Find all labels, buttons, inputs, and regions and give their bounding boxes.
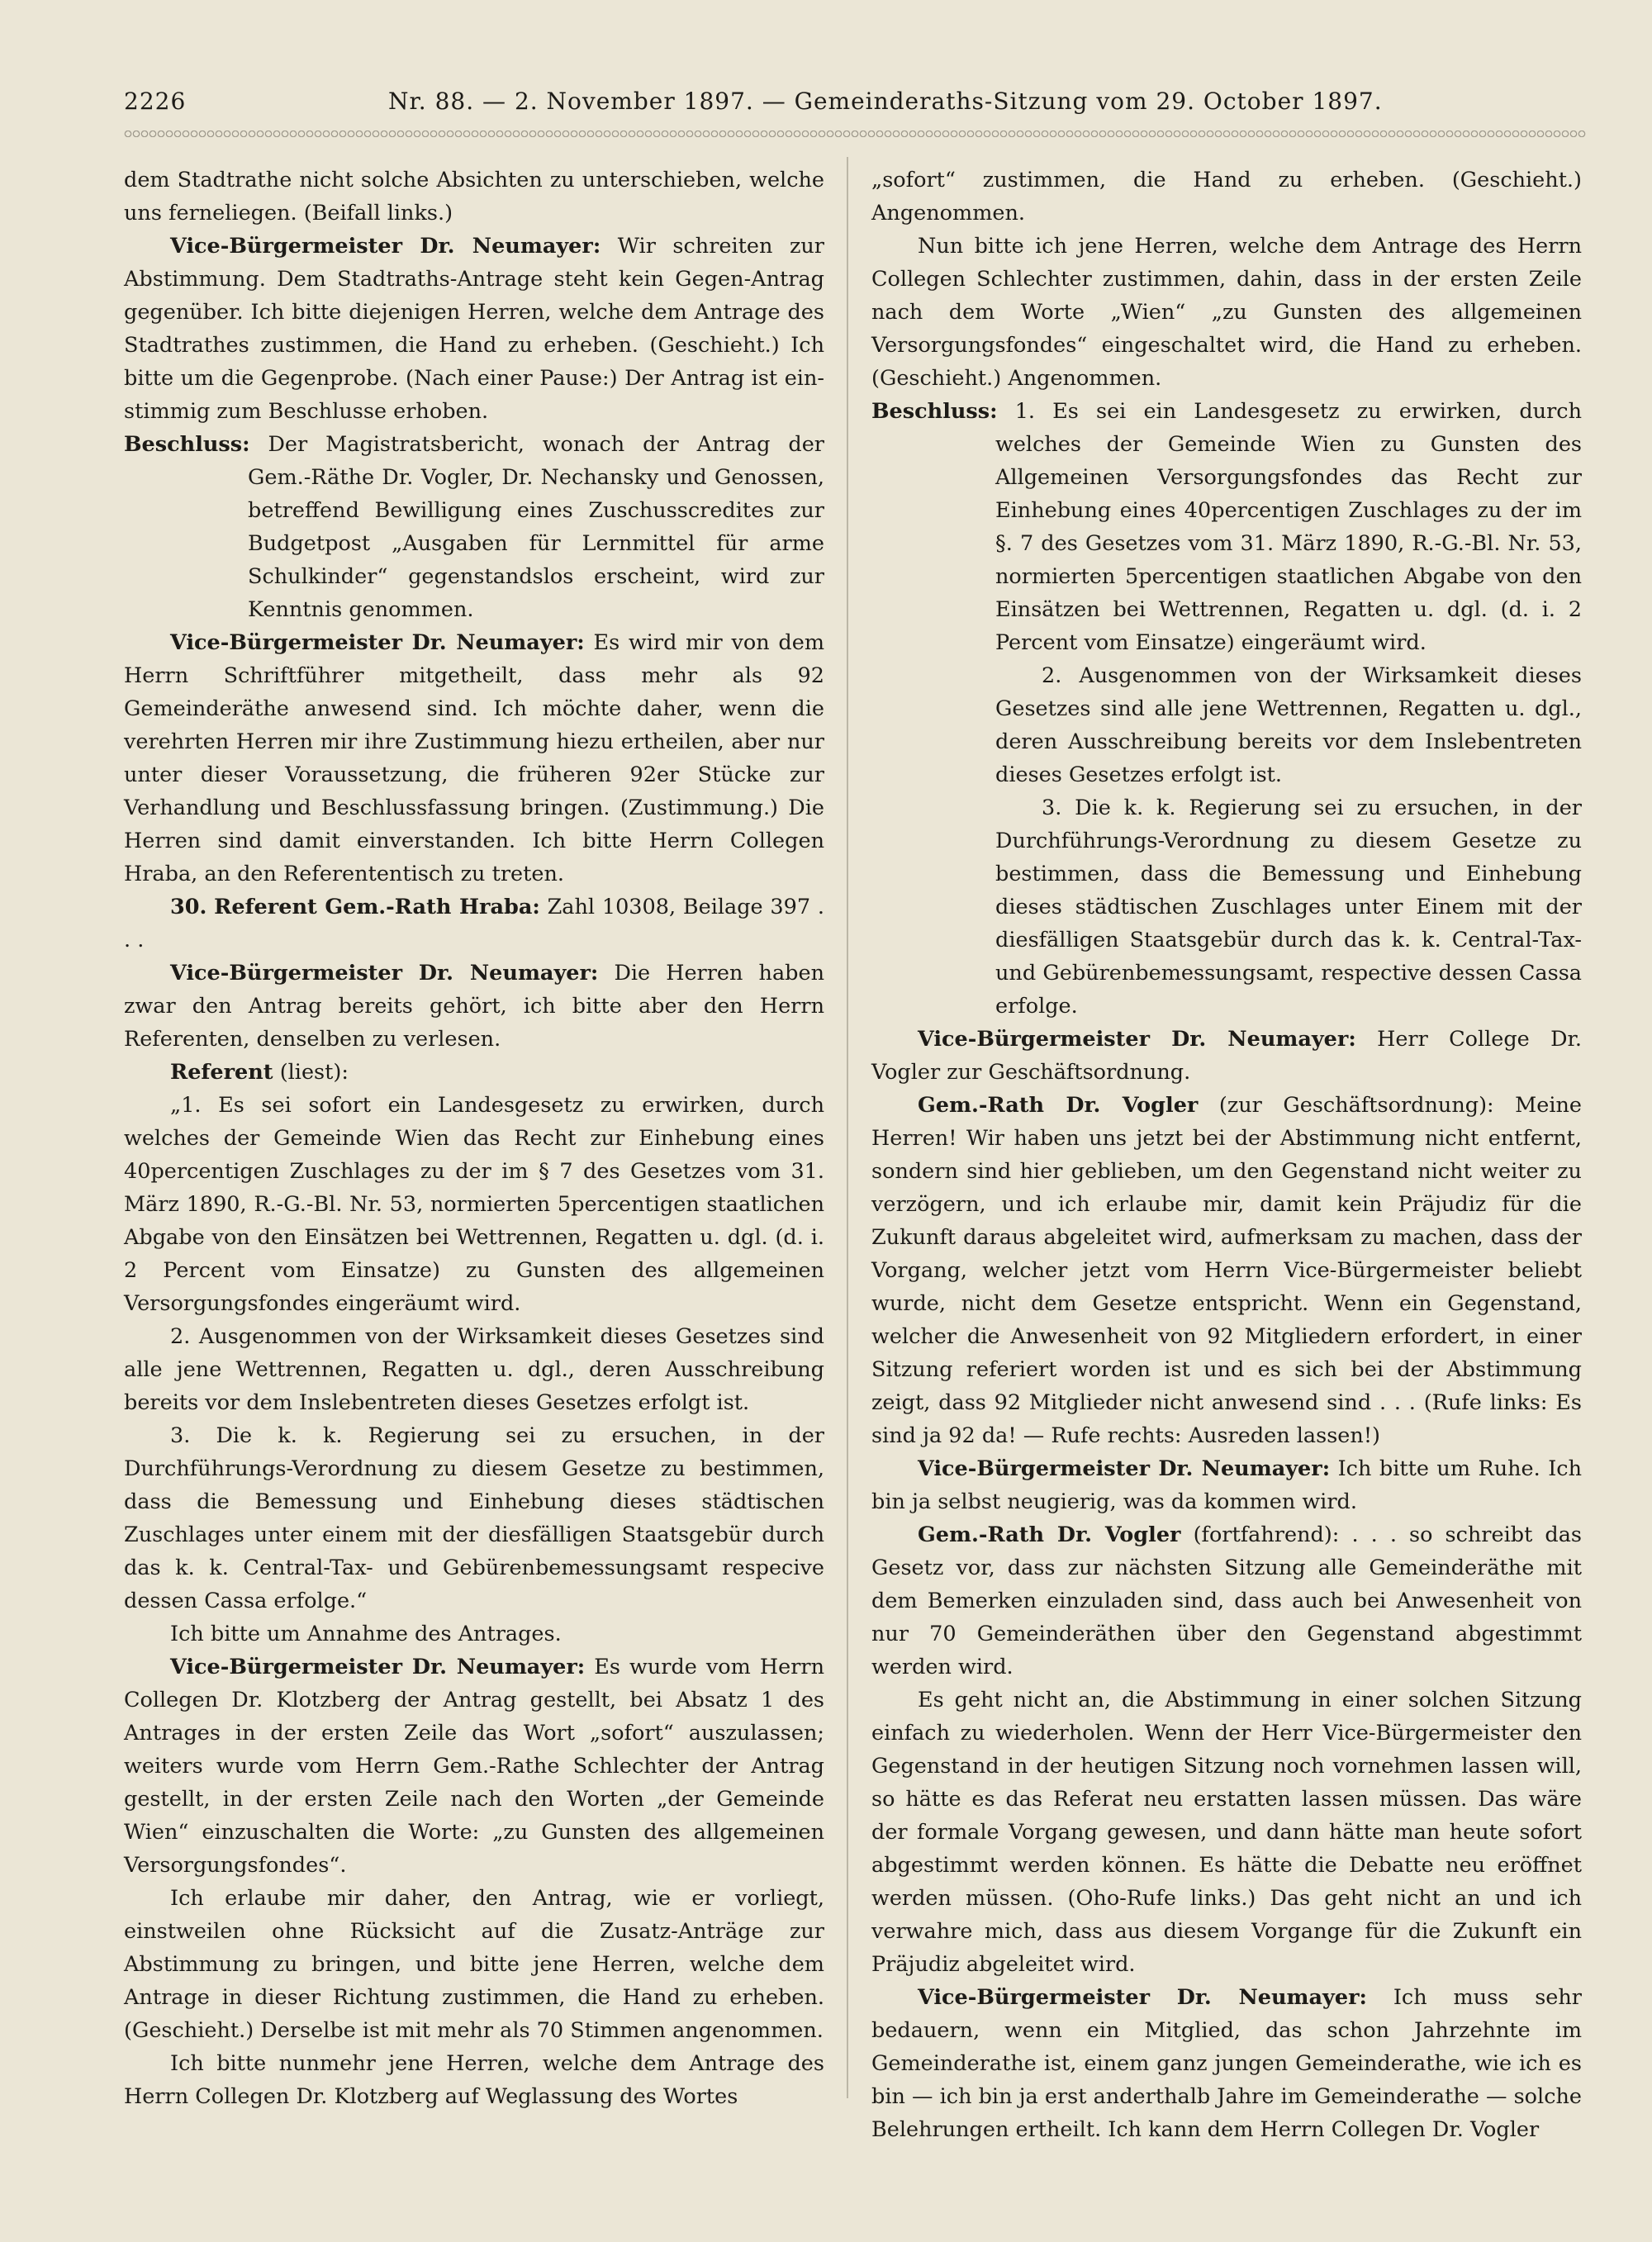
speaker-name: Vice-Bürgermeister Dr. Neumayer: <box>170 961 599 986</box>
resolution-text: 3. Die k. k. Regierung sei zu ersuchen, in der Durchführungs-Verordnung zu diesem Gesetze zu bestimmen, dass die Bemessung und Einhebung dieses städtischen Zuschlages unter Einem mit der diesfälligen Staatsgebür durch das k. k. Central-Tax- und Gebürenbemessungsamt, respective dessen Cassa erfolge. <box>995 796 1582 1019</box>
speech <box>124 1651 824 1882</box>
item-text: Zahl 10308, Beilage 397 . . . <box>124 895 824 952</box>
running-title: Nr. 88. — 2. November 1897. — Gemeinderaths-Sitzung vom 29. October 1897. <box>388 88 1383 115</box>
paragraph-text: 3. Die k. k. Regierung sei zu ersuchen, in der Durchführungs-Verordnung zu diesem Gesetze zu bestimmen, dass die Bemessung und Einhebung dieses städtischen Zuschlages unter einem mit der diesfälligen Staatsgebür durch das k. k. Central-Tax- und Gebürenbemessungsamt respecive dessen Cassa erfolge.“ <box>124 1423 824 1613</box>
paragraph <box>871 1684 1582 1981</box>
speaker-name: Vice-Bürgermeister Dr. Neumayer: <box>918 1456 1331 1481</box>
speaker-name: Vice-Bürgermeister Dr. Neumayer: <box>170 1655 586 1679</box>
page-number: 2226 <box>124 88 187 115</box>
speech <box>124 626 824 891</box>
item-number: 30. <box>170 895 207 919</box>
paragraph-text: 2. Ausgenommen von der Wirksamkeit dieses Gesetzes sind alle jene Wettrennen, Regatten u. dgl., deren Ausschreibung bereits vor dem Inslebentreten dieses Gesetzes erfolgt ist. <box>124 1324 824 1415</box>
resolution-text: 2. Ausgenommen von der Wirksamkeit dieses Gesetzes sind alle jene Wettrennen, Regatten u. dgl., deren Ausschreibung bereits vor dem Inslebentreten dieses Gesetzes erfolgt ist. <box>995 663 1582 787</box>
page-header <box>124 83 1545 124</box>
speech-text: (zur Geschäftsordnung): Meine Herren! Wir haben uns jetzt bei der Abstimmung nicht entfernt, sondern sind hier geblieben, um den Gegenstand nicht weiter zu verzögern, und ich erlaube mir, damit kein Präjudiz für die Zukunft daraus abgeleitet wird, aufmerksam zu machen, dass der Vorgang, welcher jetzt vom Herrn Vice-Bürgermeister beliebt wurde, nicht dem Gesetze entspricht. Wenn ein Gegenstand, welcher die Anwesenheit von 92 Mitgliedern erfordert, in einer Sitzung referiert worden ist und es sich bei der Abstimmung zeigt, dass 92 Mitglieder nicht anwesend sind . . . (Rufe links: Es sind ja 92 da! — Rufe rechts: Ausreden lassen!) <box>871 1093 1582 1448</box>
speech-text: Ich bitte um Ruhe. Ich bin ja selbst neugierig, was da kommen wird. <box>871 1456 1582 1514</box>
speaker-name: Gem.-Rath Dr. Vogler <box>918 1522 1181 1547</box>
paragraph <box>124 1617 824 1651</box>
speaker-name: Vice-Bürgermeister Dr. Neumayer: <box>918 1985 1367 2010</box>
speech-text: (liest): <box>279 1060 349 1085</box>
speaker-name: Referent Gem.-Rath Hraba: <box>214 895 540 919</box>
speech-text: (fortfahrend): . . . so schreibt das Gesetz vor, dass zur nächsten Sitzung alle Gemeinderäthe mit dem Bemerken einzuladen sind, dass auch bei Anwesenheit von nur 70 Gemeinderäthen über den Gegenstand abgestimmt werden wird. <box>871 1522 1583 1679</box>
paragraph <box>124 164 824 230</box>
resolution-label: Beschluss: <box>871 399 998 424</box>
speech <box>124 957 824 1056</box>
speech-text: Die Herren haben zwar den Antrag bereits gehört, ich bitte aber den Herrn Referenten, denselben zu verlesen. <box>124 961 824 1052</box>
speech <box>124 230 824 428</box>
resolution-point <box>871 791 1582 1023</box>
paragraph-text: „1. Es sei sofort ein Landesgesetz zu erwirken, durch welches der Gemeinde Wien das Recht zur Einhebung eines 40percentigen Zuschlages zu der im § 7 des Gesetzes vom 31. März 1890, R.-G.-Bl. Nr. 53, normierten 5percentigen staatlichen Abgabe von den Einsätzen bei Wettrennen, Regatten u. dgl. (d. i. 2 Percent vom Einsatze) zu Gunsten des allgemeinen Versorgungsfondes eingeräumt wird. <box>124 1093 824 1316</box>
paragraph-text: dem Stadtrathe nicht solche Absichten zu unterschieben, welche uns ferneliegen. (Beifall links.) <box>124 168 824 226</box>
agenda-item <box>124 891 824 957</box>
resolution <box>871 395 1582 659</box>
speech <box>871 1518 1582 1684</box>
paragraph <box>124 2047 824 2113</box>
paragraph-text: „sofort“ zustimmen, die Hand zu erheben. (Geschieht.) Angenommen. <box>871 168 1582 226</box>
paragraph-text: Nun bitte ich jene Herren, welche dem Antrage des Herrn Collegen Schlechter zustimmen, dahin, dass in der ersten Zeile nach dem Worte „Wien“ „zu Gunsten des allgemeinen Versorgungsfondes“ eingeschaltet wird, die Hand zu erheben. (Geschieht.) Angenommen. <box>871 234 1582 391</box>
speech <box>871 1089 1582 1452</box>
resolution-text: Der Magistratsbericht, wonach der Antrag der Gem.-Räthe Dr. Vogler, Dr. Nechansky und Genossen, betreffend Bewilligung eines Zuschusscredites zur Budgetpost „Ausgaben für Lernmittel für arme Schulkinder“ gegenstandslos erscheint, wird zur Kenntnis genommen. <box>248 432 824 622</box>
speaker-name: Vice-Bürgermeister Dr. Neumayer: <box>918 1027 1356 1052</box>
speech-text: Herr College Dr. Vogler zur Geschäftsordnung. <box>871 1027 1583 1085</box>
resolution-text: 1. Es sei ein Landesgesetz zu erwirken, durch welches der Gemeinde Wien zu Gunsten des Allgemeinen Versorgungsfondes das Recht zur Einhebung eines 40percentigen Zuschlages zu der im §. 7 des Gesetzes vom 31. März 1890, R.-G.-Bl. Nr. 53, normierten 5percentigen staatlichen Abgabe von den Einsätzen bei Wettrennen, Regatten u. dgl. (d. i. 2 Percent vom Einsatze) eingeräumt wird. <box>995 399 1582 655</box>
paragraph <box>871 164 1582 230</box>
speech <box>871 1452 1582 1518</box>
header-rule <box>124 131 1586 137</box>
paragraph <box>871 230 1582 395</box>
speech <box>871 1981 1582 2146</box>
column-divider <box>847 157 848 2098</box>
resolution-point <box>871 659 1582 791</box>
speaker-name: Vice-Bürgermeister Dr. Neumayer: <box>170 630 585 655</box>
paragraph-text: Ich bitte um Annahme des Antrages. <box>170 1622 562 1646</box>
left-column <box>124 164 824 2113</box>
paragraph <box>124 1089 824 1320</box>
speech <box>124 1056 824 1089</box>
speech <box>871 1023 1582 1089</box>
speech-text: Es wurde vom Herrn Collegen Dr. Klotzberg der Antrag gestellt, bei Absatz 1 des Antrages in der ersten Zeile das Wort „sofort“ auszulassen; weiters wurde vom Herrn Gem.-Rathe Schlechter der Antrag gestellt, in der ersten Zeile nach den Worten „der Gemeinde Wien“ einzuschalten die Worte: „zu Gunsten des allgemeinen Versorgungsfondes“. <box>124 1655 825 1878</box>
paragraph-text: Ich bitte nunmehr jene Herren, welche dem Antrage des Herrn Collegen Dr. Klotzberg auf Weglassung des Wortes <box>124 2051 824 2109</box>
paragraph <box>124 1882 824 2047</box>
resolution <box>124 428 824 626</box>
paragraph <box>124 1419 824 1617</box>
right-column <box>871 164 1582 2146</box>
paragraph-text: Ich erlaube mir daher, den Antrag, wie er vorliegt, einstweilen ohne Rücksicht auf die Zusatz-Anträge zur Abstimmung zu bringen, und bitte jene Herren, welche dem Antrage in dieser Richtung zustimmen, die Hand zu erheben. (Geschieht.) Derselbe ist mit mehr als 70 Stimmen angenommen. <box>124 1886 824 2043</box>
speaker-name: Vice-Bürgermeister Dr. Neumayer: <box>170 234 601 259</box>
paragraph <box>124 1320 824 1419</box>
paragraph-text: Es geht nicht an, die Abstimmung in einer solchen Sitzung einfach zu wiederholen. Wenn der Herr Vice-Bürgermeister den Gegenstand in der heutigen Sitzung noch vornehmen lassen will, so hätte es das Referat neu erstatten lassen müssen. Das wäre der formale Vorgang gewesen, und dann hätte man heute sofort abgestimmt werden können. Es hätte die Debatte neu eröffnet werden müssen. (Oho-Rufe links.) Das geht nicht an und ich verwahre mich, dass aus diesem Vorgange für die Zukunft ein Präjudiz abgeleitet wird. <box>871 1688 1582 1977</box>
speaker-name: Referent <box>170 1060 273 1085</box>
speech-text: Es wird mir von dem Herrn Schriftführer mitgetheilt, dass mehr als 92 Gemeinderäthe anwesend sind. Ich möchte daher, wenn die verehrten Herren mir ihre Zustimmung hiezu ertheilen, aber nur unter dieser Voraussetzung, die früheren 92er Stücke zur Verhandlung und Beschlussfassung bringen. (Zustimmung.) Die Herren sind damit einverstanden. Ich bitte Herrn Collegen Hraba, an den Referententisch zu treten. <box>124 630 824 886</box>
speech-text: Ich muss sehr bedauern, wenn ein Mitglied, das schon Jahrzehnte im Gemeinderathe ist, einem ganz jungen Gemeinderathe, wie ich es bin — ich bin ja erst anderthalb Jahre im Gemeinderathe — solche Belehrungen ertheilt. Ich kann dem Herrn Collegen Dr. Vogler <box>871 1985 1582 2142</box>
speech-text: Wir schreiten zur Abstimmung. Dem Stadtraths-Antrage steht kein Gegen-Antrag gegenüber. Ich bitte diejenigen Herren, welche dem Antrage des Stadtrathes zustimmen, die Hand zu erheben. (Geschieht.) Ich bitte um die Gegenprobe. (Nach einer Pause:) Der Antrag ist ein-stimmig zum Beschlusse erhoben. <box>124 234 824 424</box>
speaker-name: Gem.-Rath Dr. Vogler <box>918 1093 1199 1118</box>
resolution-label: Beschluss: <box>124 432 250 457</box>
